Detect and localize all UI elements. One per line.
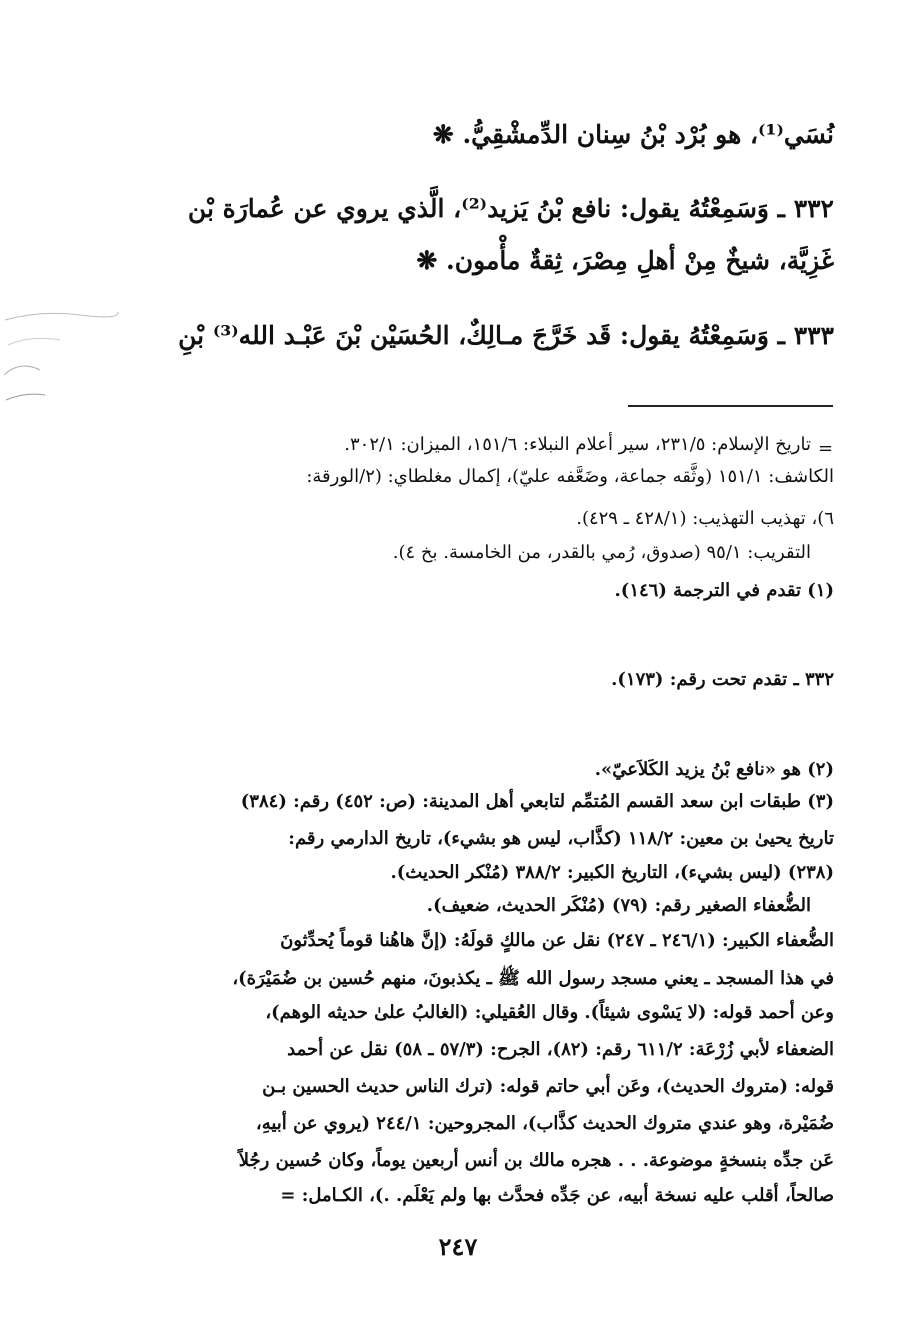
entry-332-line-2: غَزِيَّة، شيخٌ مِنْ أهلِ مِصْرَ، ثِقةٌ مأْمون. ❋	[416, 246, 834, 275]
footnote-line: الضُّعفاء الصغير رقم: (٧٩) (مُنْكَر الحديث، ضعيف).	[426, 895, 811, 916]
footnote-line: الكاشف: ١٥١/١ (وثَّقه جماعة، وضَعَّفه عليّ)، إكمال مغلطاي: (٢/الورقة:	[306, 466, 834, 487]
footnote-1: (١) تقدم في الترجمة (١٤٦).	[614, 580, 834, 601]
footnote-line: وعن أحمد قوله: (لا يَسْوى شيئاً). وقال العُقيلي: (الغالبُ علىٰ حديثه الوهم)،	[265, 1002, 834, 1023]
entry-333-line-1: ٣٣٣ ـ وَسَمِعْتُهُ يقول: قَد خَرَّجَ مـالِكٌ، الحُسَيْن بْنَ عَبْـد الله⁽³⁾ بْنِ	[178, 321, 834, 350]
footnote-line: الضُّعفاء الكبير: (٢٤٦/١ ـ ٢٤٧) نقل عن مالكٍ قولَهُ: (إنَّ هاهُنا قوماً يُحدِّثونَ	[280, 930, 834, 951]
note-332: ٣٣٢ ـ تقدم تحت رقم: (١٧٣).	[611, 669, 834, 690]
footnote-line: عَن جدِّه بنسخةٍ موضوعة. . . هجره مالك بن أنس أربعين يوماً، وكان حُسين رجُلاً	[238, 1150, 834, 1171]
footnote-3: (٣) طبقات ابن سعد القسم المُتمِّم لتابعي أهل المدينة: (ص: ٤٥٢) رقم: (٣٨٤)	[240, 791, 834, 812]
continuation-marker: =	[818, 438, 834, 459]
footnote-line: ضُمَيْرة، وهو عندي متروك الحديث كذَّاب)، المجروحين: ٢٤٤/١ (يروي عن أبيهِ،	[255, 1113, 834, 1134]
footnote-2: (٢) هو «نافع بْنُ يزيد الكَلاَعيّ».	[594, 759, 834, 780]
footnote-line: (٢٣٨) (ليس بشيء)، التاريخ الكبير: ٣٨٨/٢ (مُنْكر الحديث).	[390, 862, 834, 883]
footnote-line: التقريب: ٩٥/١ (صدوق، رُمي بالقدر، من الخامسة. بخ ٤).	[392, 542, 811, 563]
footnote-line: صالحاً، أقلب عليه نسخة أبيه، عن جَدِّه فحدَّث بها ولم يَعْلَم. .)، الكـامل: =	[280, 1185, 834, 1206]
footnote-line: في هذا المسجد ـ يعني مسجد رسول الله ﷺ ـ يكذبونَ، منهم حُسين بن ضُمَيْرَة)،	[232, 968, 834, 989]
footnote-line: الضعفاء لأبي زُرْعَة: ٦١١/٢ رقم: (٨٢)، الجرح: (٥٧/٣ ـ ٥٨) نقل عن أحمد	[287, 1039, 834, 1060]
entry-332-line-1: ٣٣٢ ـ وَسَمِعْتُهُ يقول: نافع بْنُ يَزيد⁽²⁾، الَّذي يروي عن عُمارَة بْن	[187, 194, 834, 223]
footnote-line: قوله: (متروك الحديث)، وعَن أبي حاتم قوله: (ترك الناس حديث الحسين بـن	[262, 1076, 834, 1097]
main-text-line-1: نُسَي⁽¹⁾، هو بُرْد بْنُ سِنان الدِّمشْقِيُّ. ❋	[432, 120, 834, 149]
footnote-line: تاريخ يحيىٰ بن معين: ١١٨/٢ (كذَّاب، ليس هو بشيء)، تاريخ الدارمي رقم:	[288, 828, 834, 849]
footnote-separator	[628, 405, 833, 407]
page-number: ٢٤٧	[438, 1232, 478, 1261]
footnote-line: تاريخ الإسلام: ٢٣١/٥، سير أعلام النبلاء: ١٥١/٦، الميزان: ٣٠٢/١.	[344, 434, 811, 455]
footnote-line: ٦)، تهذيب التهذيب: (٤٢٨/١ ـ ٤٢٩).	[576, 508, 834, 529]
margin-scribble	[0, 300, 120, 420]
